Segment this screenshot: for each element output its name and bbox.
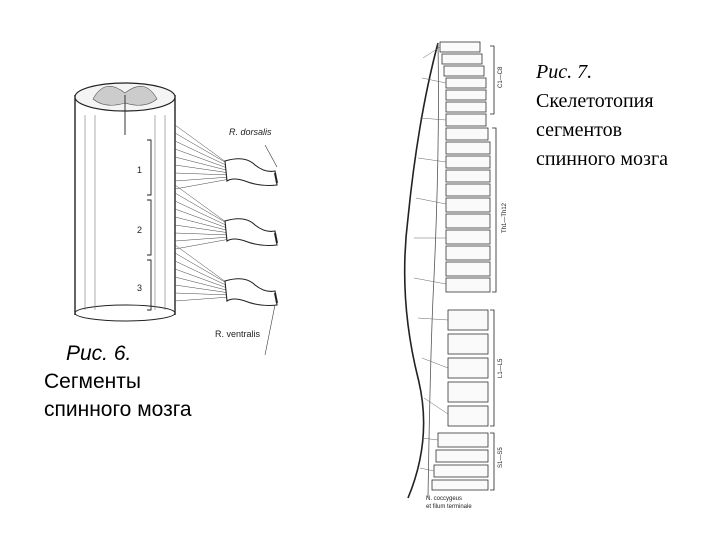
segment-number-3: 3 (137, 283, 143, 293)
vertebral-column-illustration (378, 38, 538, 518)
figure-7-caption (536, 58, 716, 174)
region-label-cervical: C1—C8 (498, 66, 504, 88)
figure-7-caption-line3: сегментов (536, 119, 623, 141)
label-n-coccygeus: N. coccygeus (426, 496, 463, 502)
figure-6-caption-line3: спинного мозга (44, 398, 192, 421)
region-label-lumbar: L1—L5 (498, 358, 504, 378)
figure-6-caption (44, 340, 234, 424)
label-r-dorsalis: R. dorsalis (229, 127, 272, 137)
figure-6-caption-line2: Сегменты (44, 370, 141, 393)
figure-7-caption-line1: Рис. 7. (536, 61, 593, 83)
figure-7-caption-line2: Скелетотопия (536, 90, 654, 112)
segment-number-1: 1 (137, 165, 143, 175)
figure-7-caption-line4: спинного мозга (536, 148, 669, 170)
label-r-ventralis: R. ventralis (215, 329, 261, 339)
region-label-thoracic: Th1—Th12 (502, 202, 508, 233)
figure-6-caption-line1: Рис. 6. (66, 342, 132, 365)
segment-number-2: 2 (137, 225, 143, 235)
region-label-sacral: S1—S5 (498, 447, 504, 468)
label-filum-terminale: et filum terminale (426, 504, 472, 510)
